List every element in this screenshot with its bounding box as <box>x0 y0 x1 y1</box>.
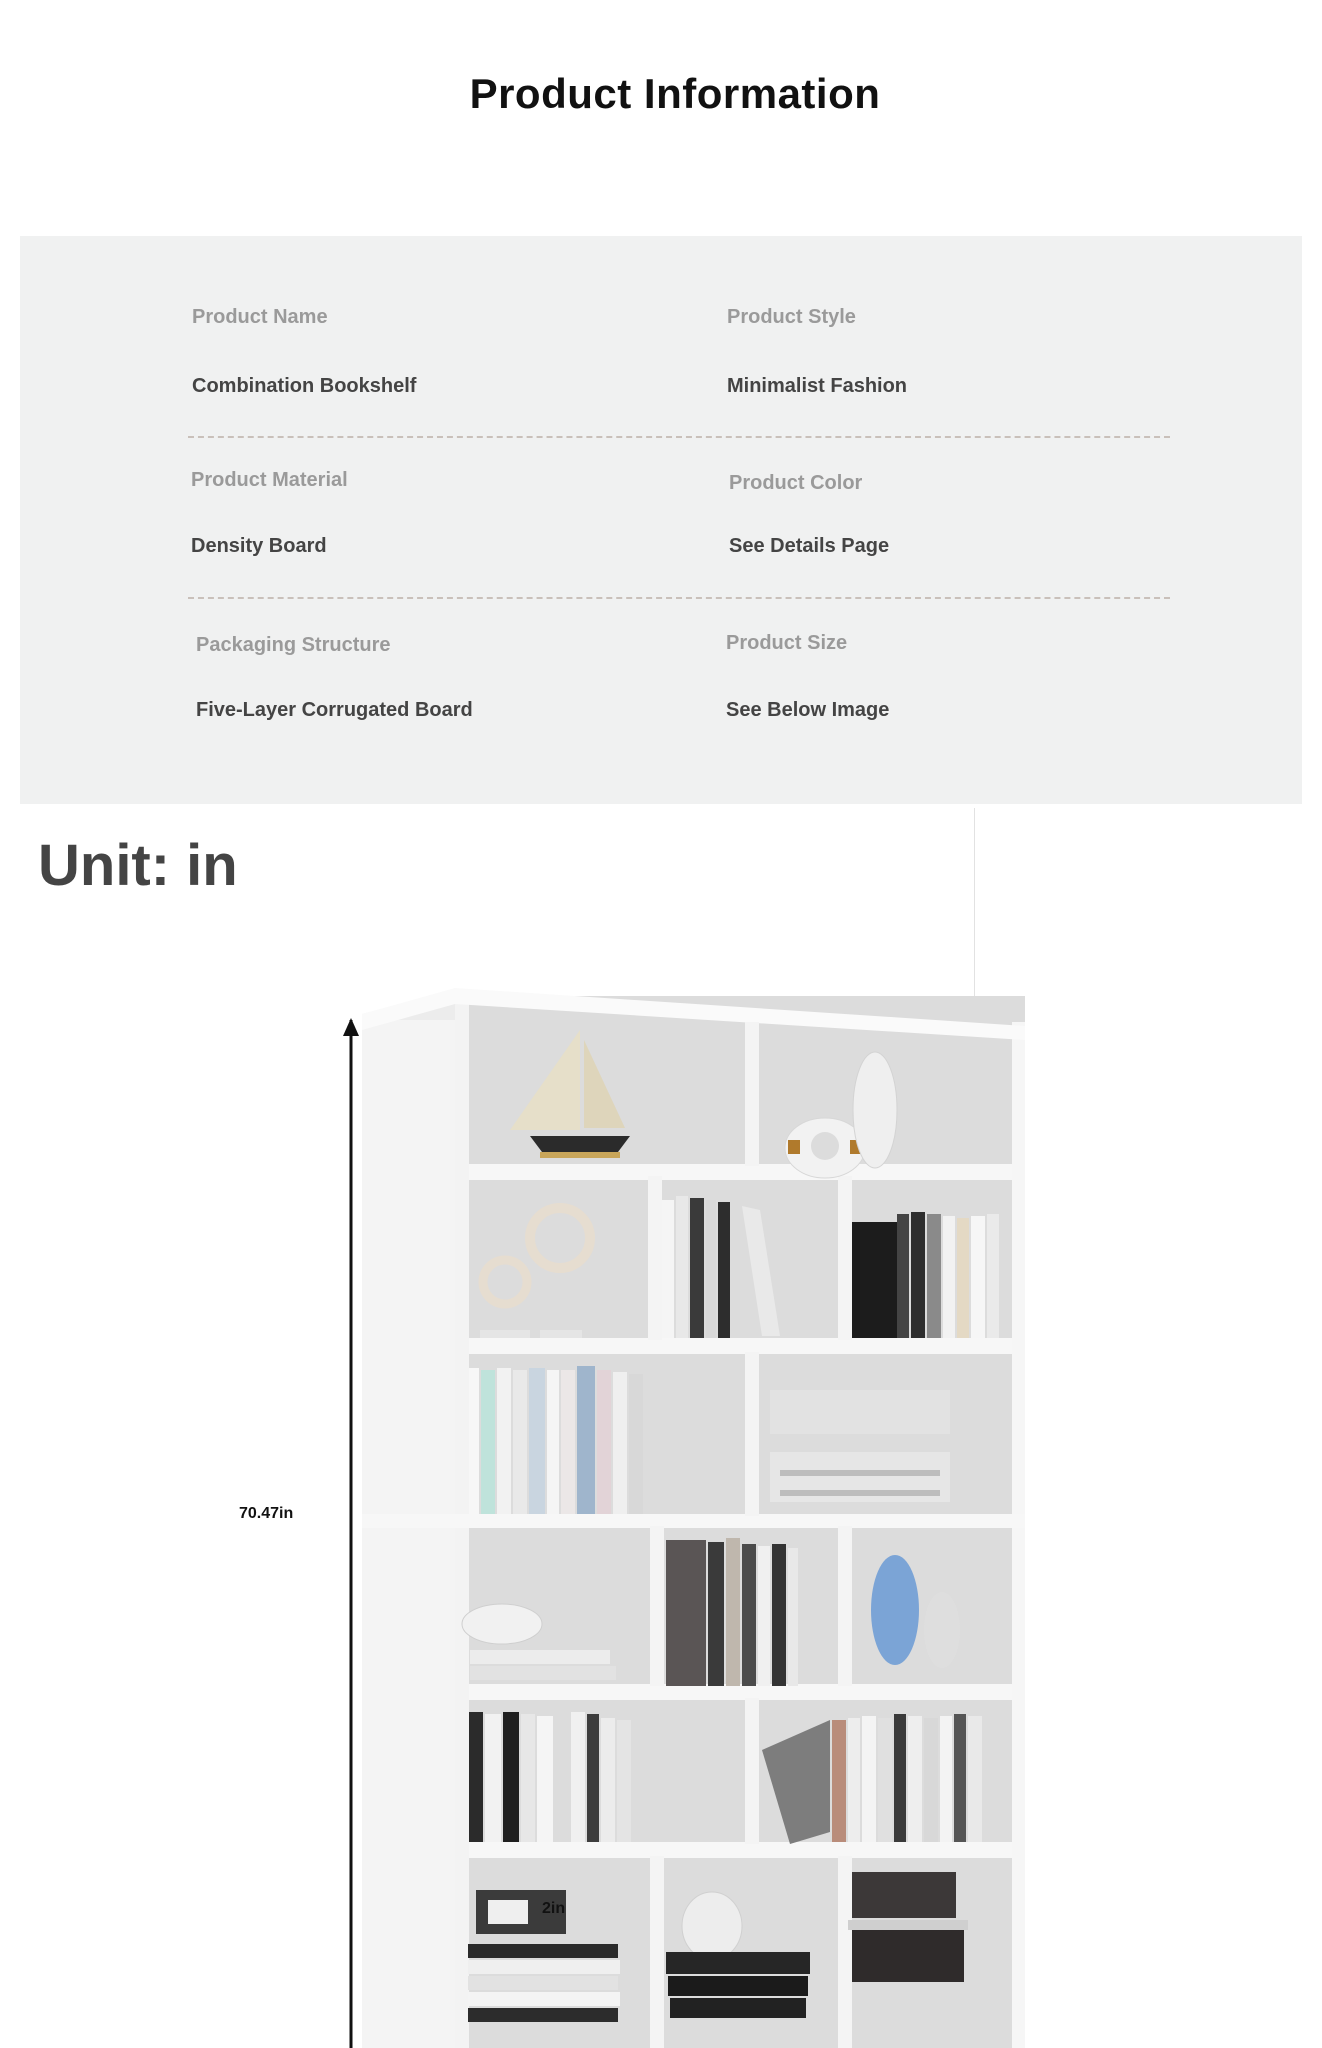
product-info-panel <box>20 236 1302 804</box>
page-title: Product Information <box>469 70 881 117</box>
packaging-structure-field <box>196 634 473 722</box>
product-size-value: See Below Image <box>726 699 890 721</box>
height-arrow <box>343 1018 359 2048</box>
height-dimension-label: 70.47in <box>239 1505 294 1522</box>
product-size-field <box>726 632 889 722</box>
product-material-label: Product Material <box>191 469 348 491</box>
product-color-value: See Details Page <box>729 535 890 557</box>
product-name-value: Combination Bookshelf <box>192 375 417 397</box>
unit-label: Unit: in <box>38 833 238 898</box>
product-size-label: Product Size <box>726 632 848 654</box>
product-style-value: Minimalist Fashion <box>727 375 908 397</box>
divider <box>188 436 1170 438</box>
product-name-label: Product Name <box>192 306 328 328</box>
packaging-structure-label: Packaging Structure <box>196 634 391 656</box>
packaging-structure-value: Five-Layer Corrugated Board <box>196 699 473 721</box>
bookshelf-image <box>0 960 1322 2048</box>
product-style-field <box>727 306 907 398</box>
product-style-label: Product Style <box>727 306 856 328</box>
product-name-field <box>192 306 416 398</box>
product-material-field <box>191 469 348 558</box>
product-color-label: Product Color <box>729 472 863 494</box>
divider <box>188 597 1170 599</box>
depth-dimension-label: 2in <box>542 1900 566 1917</box>
product-material-value: Density Board <box>191 535 327 557</box>
product-color-field <box>729 472 889 558</box>
